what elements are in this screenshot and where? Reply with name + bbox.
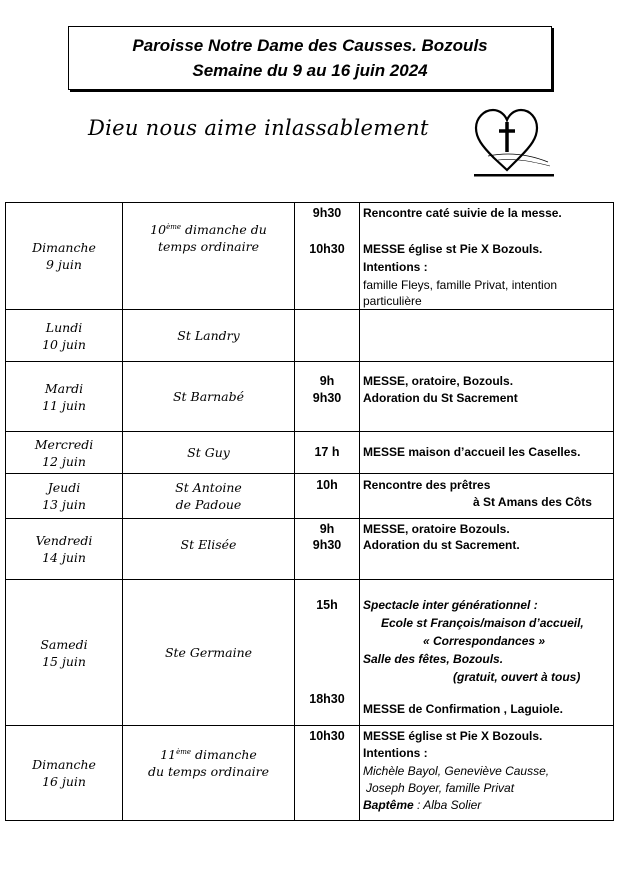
activity-line: Adoration du St Sacrement [363,391,518,405]
saint-line: St Barnabé [172,389,245,404]
table-row [6,474,614,519]
day-cell [6,362,123,432]
time-cell [295,580,360,726]
time: 9h30 [312,206,342,220]
time: 10h [316,478,338,492]
activity-cell [360,726,614,821]
table-row [6,203,614,310]
activity-line: MESSE maison d’accueil les Caselles. [363,445,581,459]
day-name: Lundi [45,319,83,335]
time: 15h [316,598,338,612]
activity-line: Salle des fêtes, Bozouls. [363,652,504,666]
day-name: Mercredi [34,436,94,452]
day-cell [6,580,123,726]
day-date: 14 juin [42,550,86,565]
heart-cross-icon [468,100,554,180]
time-cell [295,203,360,310]
time: 10h30 [309,242,345,256]
time: 17 h [314,445,340,459]
saint-line: 11ème dimanche [160,747,257,763]
table-row [6,726,614,821]
saint-cell [123,432,295,474]
activity-cell [360,474,614,519]
activity-line: Intentions : [363,260,428,274]
activity-line: famille Fleys, famille Privat, intention [363,278,558,292]
activity-line: Intentions : [363,746,428,760]
activity-line: à St Amans des Côts [473,495,592,509]
day-cell [6,519,123,580]
activity-line: Rencontre des prêtres [363,478,491,492]
saint-cell [123,726,295,821]
activity-line: MESSE de Confirmation , Laguiole. [363,702,564,716]
saint-cell [123,362,295,432]
schedule-table [5,202,614,821]
saint-line: 10ème dimanche du [150,222,267,238]
day-name: Vendredi [35,533,93,548]
day-name: Dimanche [32,240,96,255]
day-cell [6,432,123,474]
activity-cell [360,580,614,726]
saint-line: St Guy [187,445,230,460]
activity-line: (gratuit, ouvert à tous) [453,670,581,684]
activity-line: Ecole st François/maison d’accueil, [381,616,584,630]
day-name: Dimanche [32,757,96,772]
header-title: Paroisse Notre Dame des Causses. Bozouls [132,36,488,55]
activity-line: particulière [363,294,422,308]
day-date: 11 juin [42,397,86,413]
time: 18h30 [309,692,345,706]
activity-line: Spectacle inter générationnel : [363,598,538,612]
activity-line: Adoration du st Sacrement. [363,538,520,552]
activity-line: « Correspondances » [423,634,546,648]
day-date: 13 juin [42,497,86,512]
saint-cell [123,474,295,519]
saint-line: St Antoine [175,480,242,495]
day-date: 9 juin [46,257,82,272]
saint-line: St Elisée [180,537,237,552]
day-name: Jeudi [47,480,81,495]
time: 9h30 [312,391,342,405]
activity-line: Joseph Boyer, famille Privat [366,781,515,795]
day-cell [6,310,123,362]
activity-line: Rencontre caté suivie de la messe. [363,206,562,220]
header-subtitle: Semaine du 9 au 16 juin 2024 [192,61,428,80]
day-date: 12 juin [42,453,86,469]
day-date: 15 juin [42,653,86,669]
time-cell [295,474,360,519]
time-cell [295,362,360,432]
saint-cell [123,203,295,310]
saint-cell [123,580,295,726]
time-cell [295,726,360,821]
saint-line: Ste Germaine [164,645,253,660]
time: 9h [319,522,335,536]
activity-line: MESSE église st Pie X Bozouls. [363,729,543,743]
table-row [6,580,614,726]
table-row [6,519,614,580]
time-cell [295,519,360,580]
time: 9h [319,374,335,388]
saint-line: de Padoue [175,497,242,512]
activity-line: MESSE église st Pie X Bozouls. [363,242,543,256]
activity-line: MESSE, oratoire Bozouls. [363,522,510,536]
activity-cell [360,203,614,310]
time: 9h30 [312,538,342,552]
motto: Dieu nous aime inlassablement [88,116,429,140]
saint-cell [123,519,295,580]
day-name: Mardi [44,380,84,396]
day-date: 10 juin [42,336,86,352]
saint-line: temps ordinaire [157,239,260,255]
header-box [68,26,552,90]
saint-line: du temps ordinaire [147,764,270,780]
table-row [6,362,614,432]
day-cell [6,203,123,310]
saint-line: St Landry [177,328,240,343]
activity-line: MESSE, oratoire, Bozouls. [363,374,514,388]
day-date: 16 juin [42,774,86,789]
time-cell [295,310,360,362]
table-row [6,432,614,474]
activity-cell [360,310,614,362]
activity-line: Michèle Bayol, Geneviève Causse, [363,764,550,778]
table-row [6,310,614,362]
activity-cell [360,519,614,580]
time-cell [295,432,360,474]
activity-cell [360,362,614,432]
time: 10h30 [309,729,345,743]
day-cell [6,474,123,519]
day-cell [6,726,123,821]
day-name: Samedi [40,636,88,652]
saint-cell [123,310,295,362]
activity-cell [360,432,614,474]
activity-line: Baptême : Alba Solier [363,798,482,812]
